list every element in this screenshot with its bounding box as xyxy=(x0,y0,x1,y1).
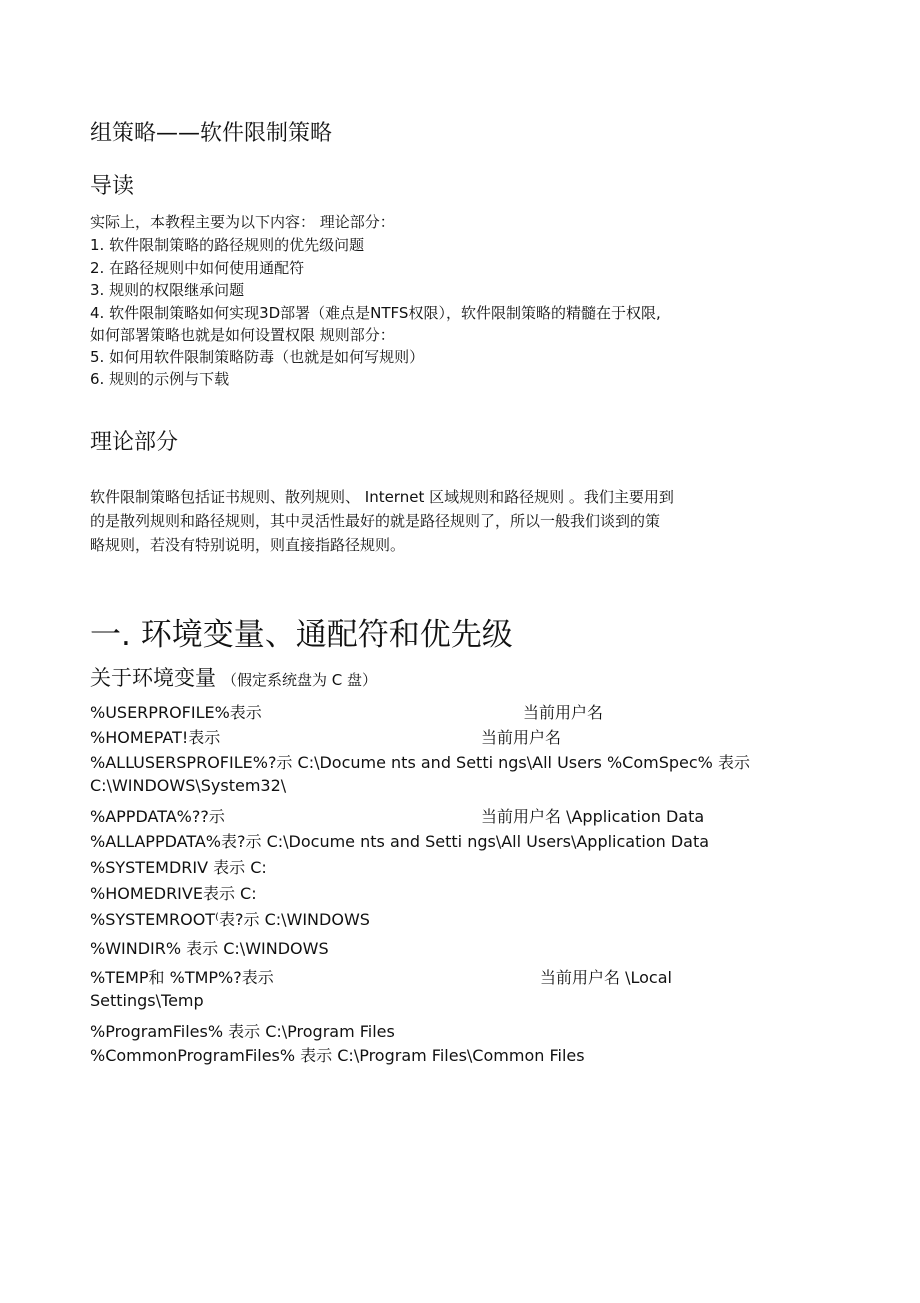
intro-item: 3. 规则的权限继承问题 xyxy=(90,281,245,299)
intro-item: 4. 软件限制策略如何实现3D部署（难点是NTFS权限），软件限制策略的精髓在于权限, xyxy=(90,304,661,322)
env-comspec-value: C:\WINDOWS\System32\ xyxy=(90,776,287,795)
env-systemdrive: %SYSTEMDRIV 表示 C: xyxy=(90,858,267,877)
env-allappdata: %ALLAPPDATA%表?示 C:\Docume nts and Setti ngs\All Users\Application Data xyxy=(90,832,710,851)
env-homepath-label: %HOMEPAT!表示 xyxy=(90,728,221,747)
env-temp-label: %TEMP和 %TMP%?表示 xyxy=(90,968,274,987)
env-temp-value-cont: Settings\Temp xyxy=(90,991,204,1010)
intro-item: 1. 软件限制策略的路径规则的优先级问题 xyxy=(90,236,365,254)
env-systemroot: %SYSTEMROOT⁽表?示 C:\WINDOWS xyxy=(90,910,370,929)
intro-item: 2. 在路径规则中如何使用通配符 xyxy=(90,259,305,277)
env-allusersprofile: %ALLUSERSPROFILE%?示 C:\Docume nts and Setti ngs\All Users %ComSpec% 表示 xyxy=(90,753,750,772)
theory-line: 软件限制策略包括证书规则、散列规则、 Internet 区域规则和路径规则 。我们主要用到 xyxy=(90,488,674,506)
theory-line: 的是散列规则和路径规则，其中灵活性最好的就是路径规则了，所以一般我们谈到的策 xyxy=(90,512,661,530)
env-note: （假定系统盘为 C 盘） xyxy=(222,671,378,689)
env-windir: %WINDIR% 表示 C:\WINDOWS xyxy=(90,939,329,958)
env-appdata-label: %APPDATA%??示 xyxy=(90,807,225,826)
env-homedrive: %HOMEDRIVE表示 C: xyxy=(90,884,257,903)
intro-heading: 导读 xyxy=(90,174,135,199)
theory-line: 略规则，若没有特别说明，则直接指路径规则。 xyxy=(90,536,406,554)
env-userprofile-value: 当前用户名 xyxy=(523,703,604,722)
env-homepath-value: 当前用户名 xyxy=(481,728,562,747)
intro-lead: 实际上，本教程主要为以下内容： 理论部分： xyxy=(90,213,395,231)
env-userprofile-label: %USERPROFILE%表示 xyxy=(90,703,262,722)
theory-heading: 理论部分 xyxy=(90,430,179,455)
env-commonprogramfiles: %CommonProgramFiles% 表示 C:\Program Files\Common Files xyxy=(90,1046,585,1065)
intro-item: 6. 规则的示例与下载 xyxy=(90,370,230,388)
env-appdata-value: 当前用户名 \Application Data xyxy=(481,807,705,826)
env-heading-row xyxy=(90,662,377,692)
env-heading: 关于环境变量 xyxy=(90,666,216,690)
intro-item: 如何部署策略也就是如何设置权限 规则部分： xyxy=(90,326,395,344)
document-title: 组策略——软件限制策略 xyxy=(90,121,333,146)
env-temp-value: 当前用户名 \Local xyxy=(540,968,672,987)
intro-item: 5. 如何用软件限制策略防毒（也就是如何写规则） xyxy=(90,348,425,366)
env-programfiles: %ProgramFiles% 表示 C:\Program Files xyxy=(90,1022,395,1041)
section1-heading: 一. 环境变量、通配符和优先级 xyxy=(90,617,513,653)
